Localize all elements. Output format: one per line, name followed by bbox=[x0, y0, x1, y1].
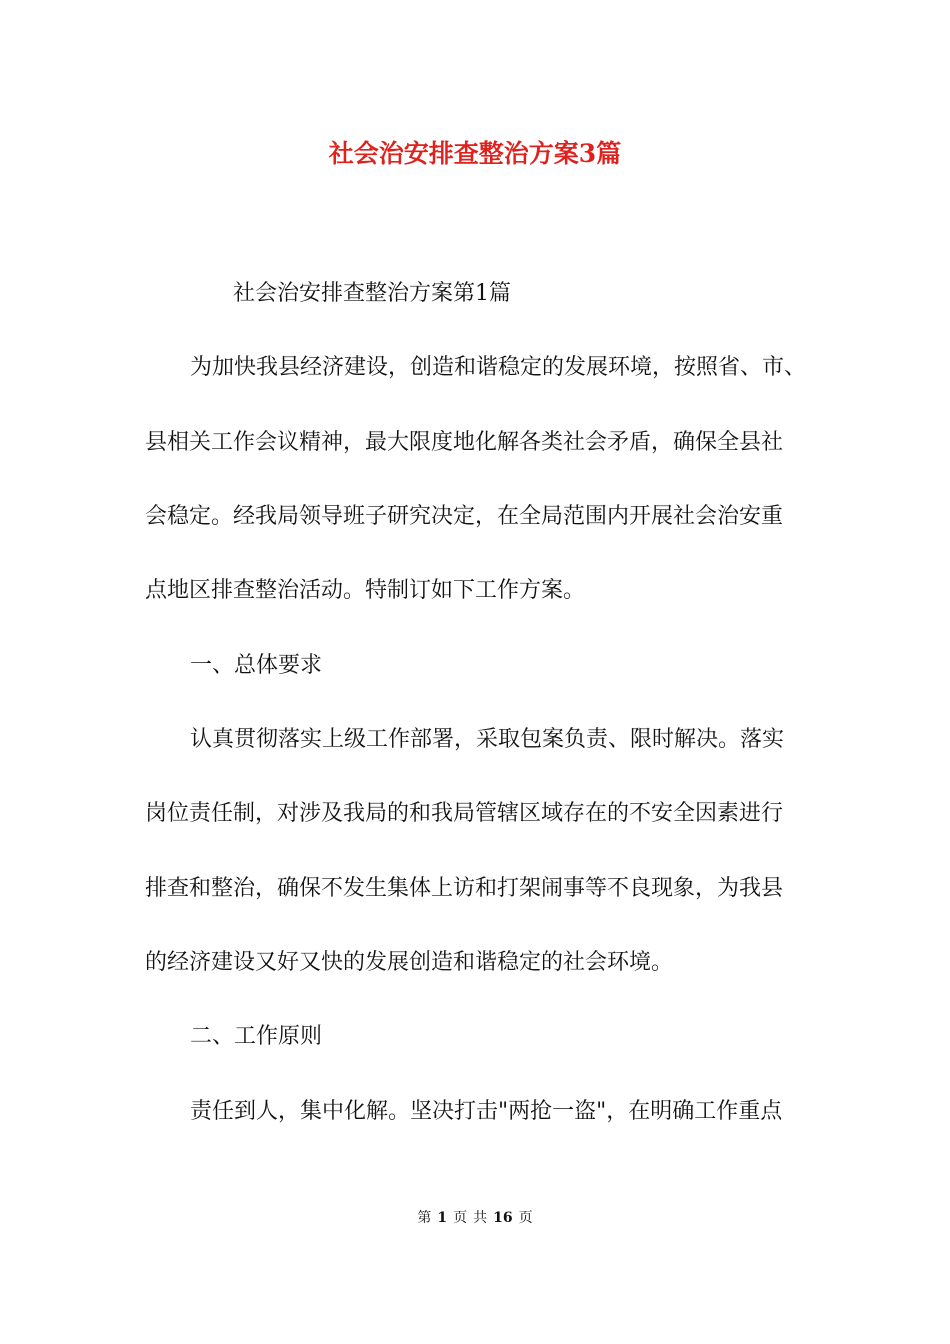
paragraph-line: 为加快我县经济建设，创造和谐稳定的发展环境，按照省、市、 bbox=[190, 355, 807, 380]
section-heading-part-1: 社会治安排查整治方案第1篇 bbox=[233, 281, 511, 306]
paragraph-line: 责任到人，集中化解。坚决打击"两抢一盗"，在明确工作重点 bbox=[190, 1099, 783, 1124]
paragraph-line: 点地区排查整治活动。特制订如下工作方案。 bbox=[145, 578, 586, 603]
paragraph-line: 的经济建设又好又快的发展创造和谐稳定的社会环境。 bbox=[145, 950, 674, 975]
paragraph-line: 县相关工作会议精神，最大限度地化解各类社会矛盾，确保全县社 bbox=[145, 430, 784, 455]
section-heading-work-principles: 二、工作原则 bbox=[190, 1024, 323, 1049]
section-heading-general-requirements: 一、总体要求 bbox=[190, 653, 323, 678]
footer-page-word: 页 bbox=[453, 1210, 468, 1226]
paragraph-line: 岗位责任制，对涉及我局的和我局管辖区域存在的不安全因素进行 bbox=[145, 801, 784, 826]
footer-total-word: 共 bbox=[473, 1210, 488, 1226]
footer-suffix: 页 bbox=[518, 1210, 533, 1226]
footer-prefix: 第 bbox=[417, 1210, 432, 1226]
footer-page-number: 1 bbox=[437, 1210, 448, 1226]
footer-total-pages: 16 bbox=[493, 1210, 513, 1226]
paragraph-line: 会稳定。经我局领导班子研究决定，在全局范围内开展社会治安重 bbox=[145, 504, 784, 529]
paragraph-line: 排查和整治，确保不发生集体上访和打架闹事等不良现象，为我县 bbox=[145, 876, 784, 901]
page-footer bbox=[0, 1208, 950, 1228]
paragraph-line: 认真贯彻落实上级工作部署，采取包案负责、限时解决。落实 bbox=[190, 727, 785, 752]
document-title: 社会治安排查整治方案3篇 bbox=[328, 139, 622, 168]
